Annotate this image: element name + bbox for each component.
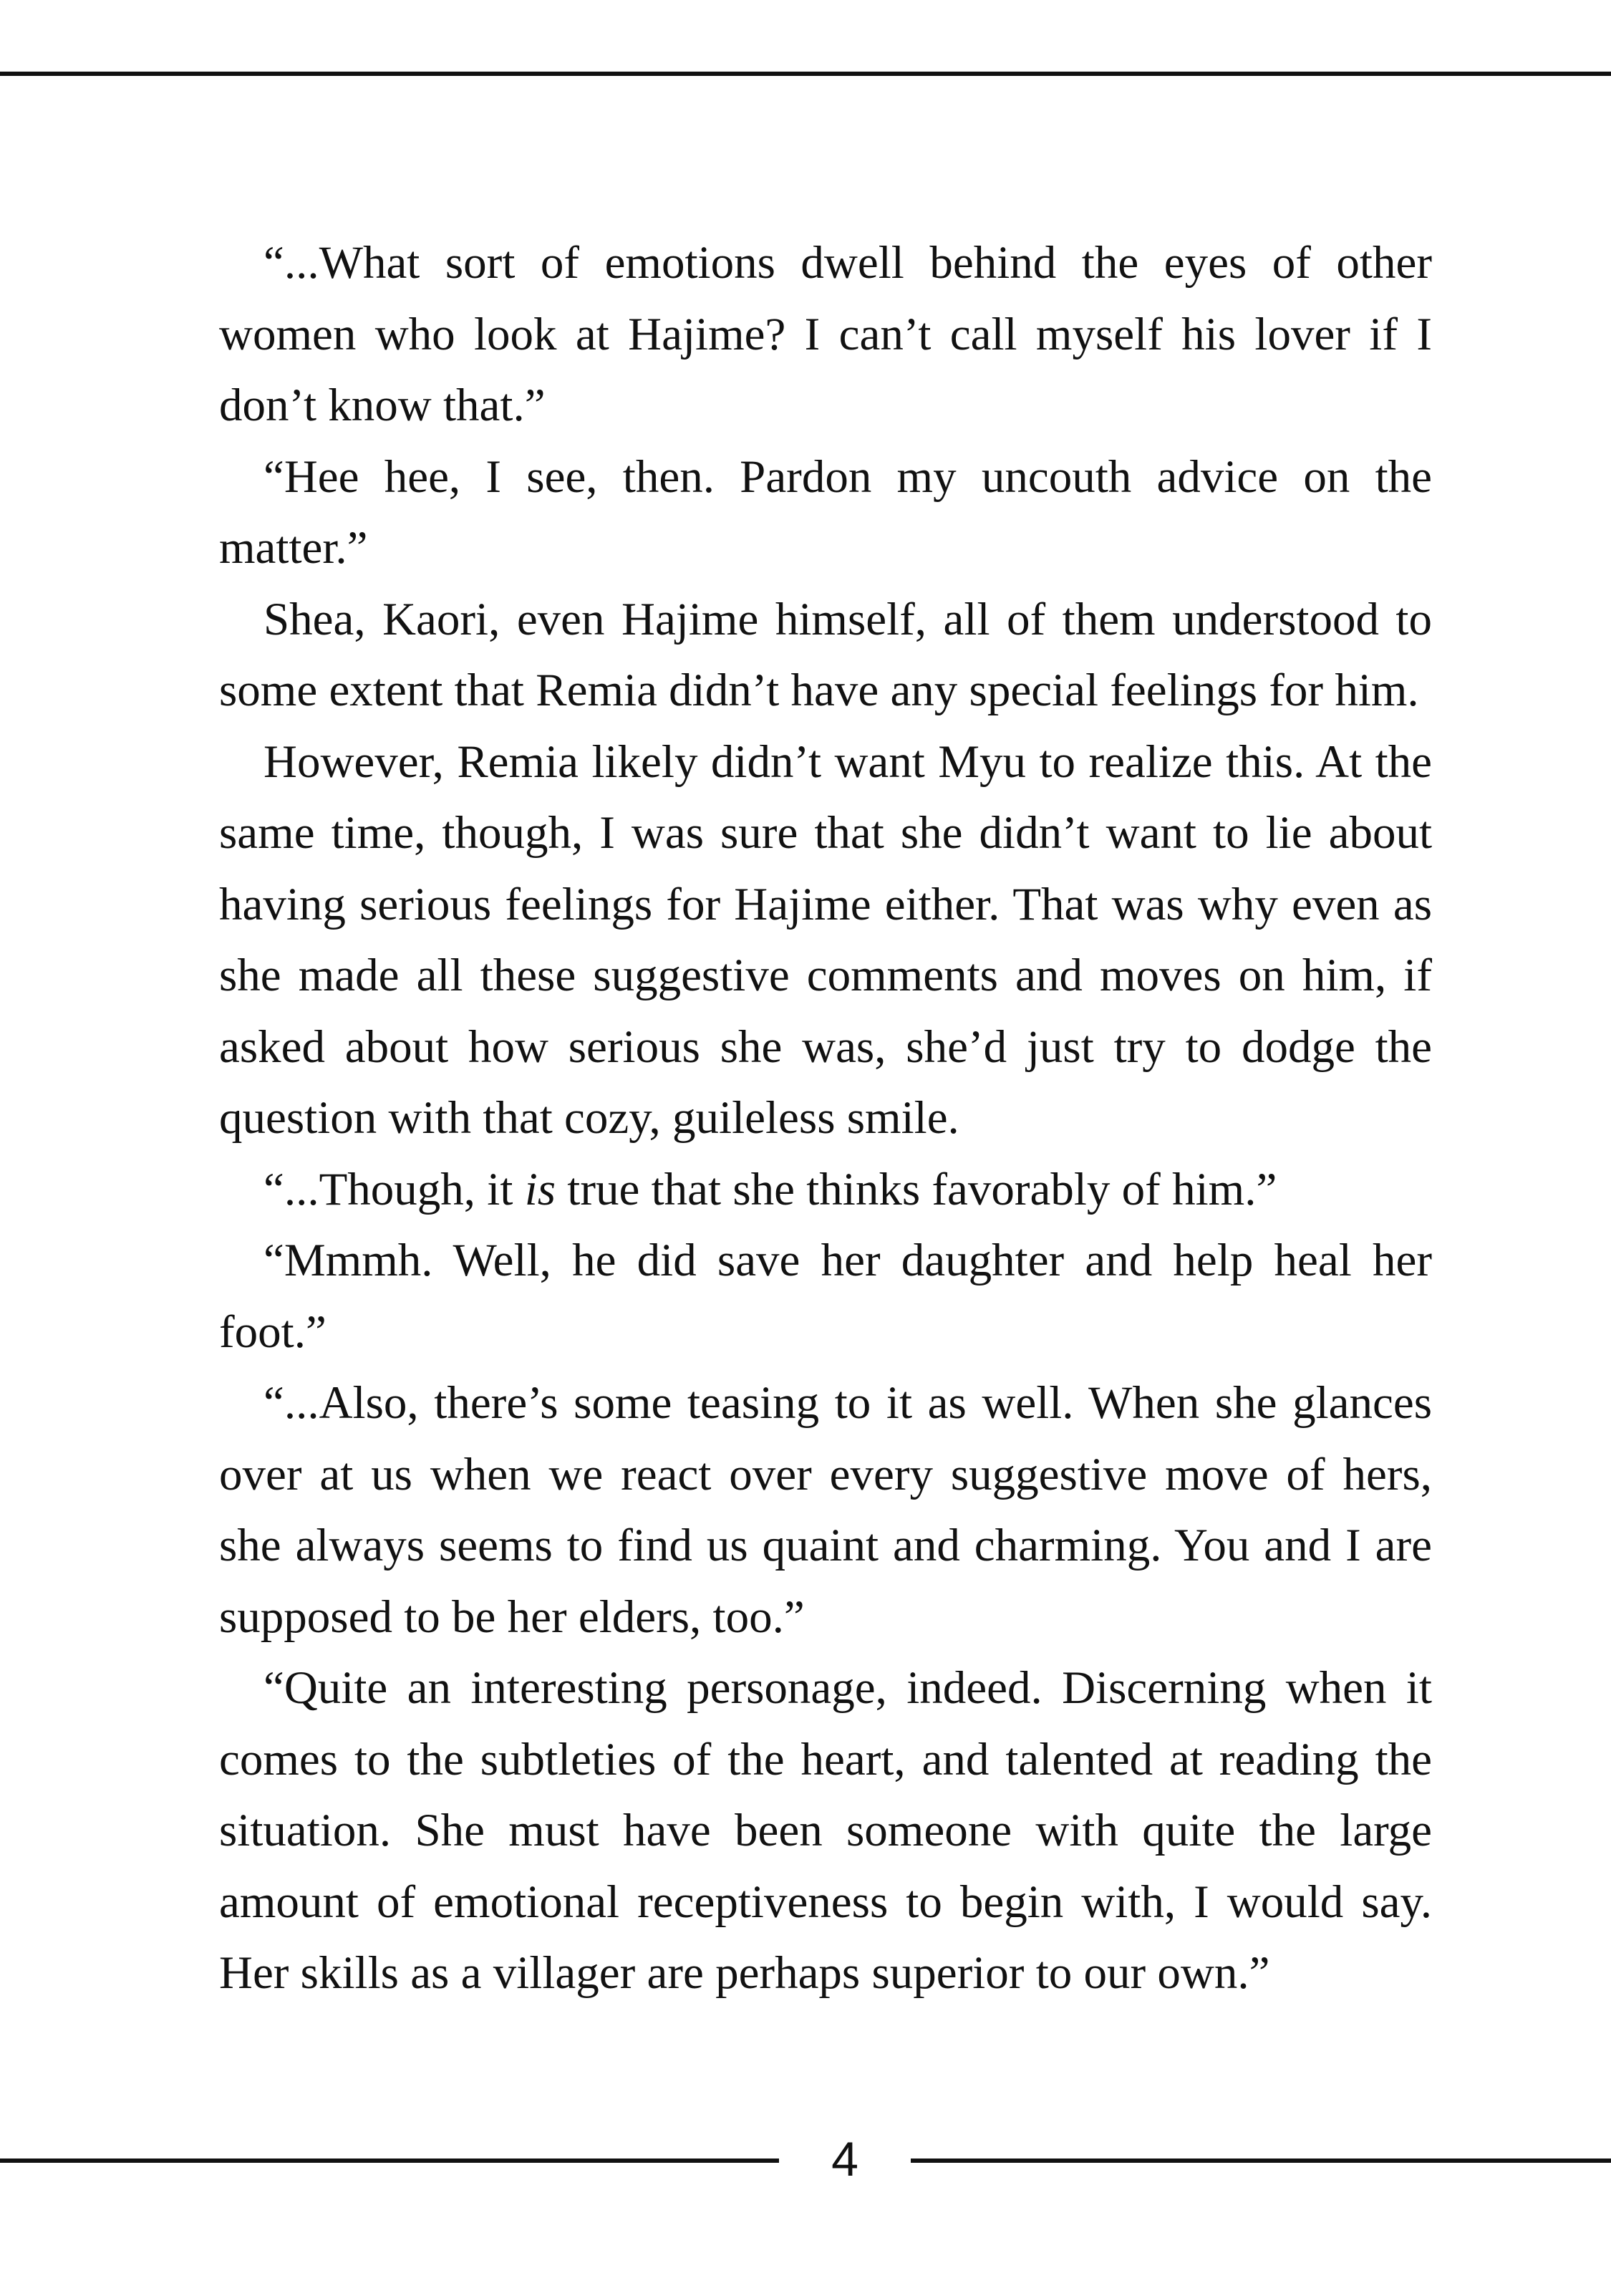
paragraph: “Quite an interesting personage, indeed. Discerning when it comes to the subtleties of the heart, and talented at reading the situation. She must have been someone with quite the large amount of emotional receptiveness to begin with, I would say. Her skills as a villager are perhaps superior to our own.”: [219, 1662, 1432, 1999]
paragraph: “Hee hee, I see, then. Pardon my uncouth advice on the matter.”: [219, 450, 1432, 574]
body-text: [219, 228, 1432, 2010]
page-number: 4: [831, 2132, 858, 2186]
paragraph: Shea, Kaori, even Hajime himself, all of them understood to some extent that Remia didn’t have any special feelings for him.: [219, 593, 1432, 716]
paragraph: “...Also, there’s some teasing to it as well. When she glances over at us when we react over every suggestive move of hers, she always seems to find us quaint and charming. You and I are supposed to be her elders, too.”: [219, 1377, 1432, 1643]
emphasis-text: is: [524, 1163, 556, 1215]
paragraph: [219, 1154, 1432, 1226]
paragraph: “Mmmh. Well, he did save her daughter and help heal her foot.”: [219, 1235, 1432, 1358]
top-rule: [0, 72, 1611, 76]
text-run: true that she thinks favorably of him.”: [556, 1163, 1277, 1215]
footer-rule-left: [0, 2158, 779, 2163]
paragraph: “...What sort of emotions dwell behind the eyes of other women who look at Hajime? I can’t call myself his lover if I don’t know that.”: [219, 237, 1432, 431]
text-run: “...Though, it: [263, 1163, 525, 1215]
paragraph: However, Remia likely didn’t want Myu to realize this. At the same time, though, I was sure that she didn’t want to lie about having serious feelings for Hajime either. That was why even as she made all these suggestive comments and moves on him, if asked about how serious she was, she’d just try to dodge the question with that cozy, guileless smile.: [219, 735, 1432, 1144]
footer-rule-right: [911, 2158, 1611, 2163]
